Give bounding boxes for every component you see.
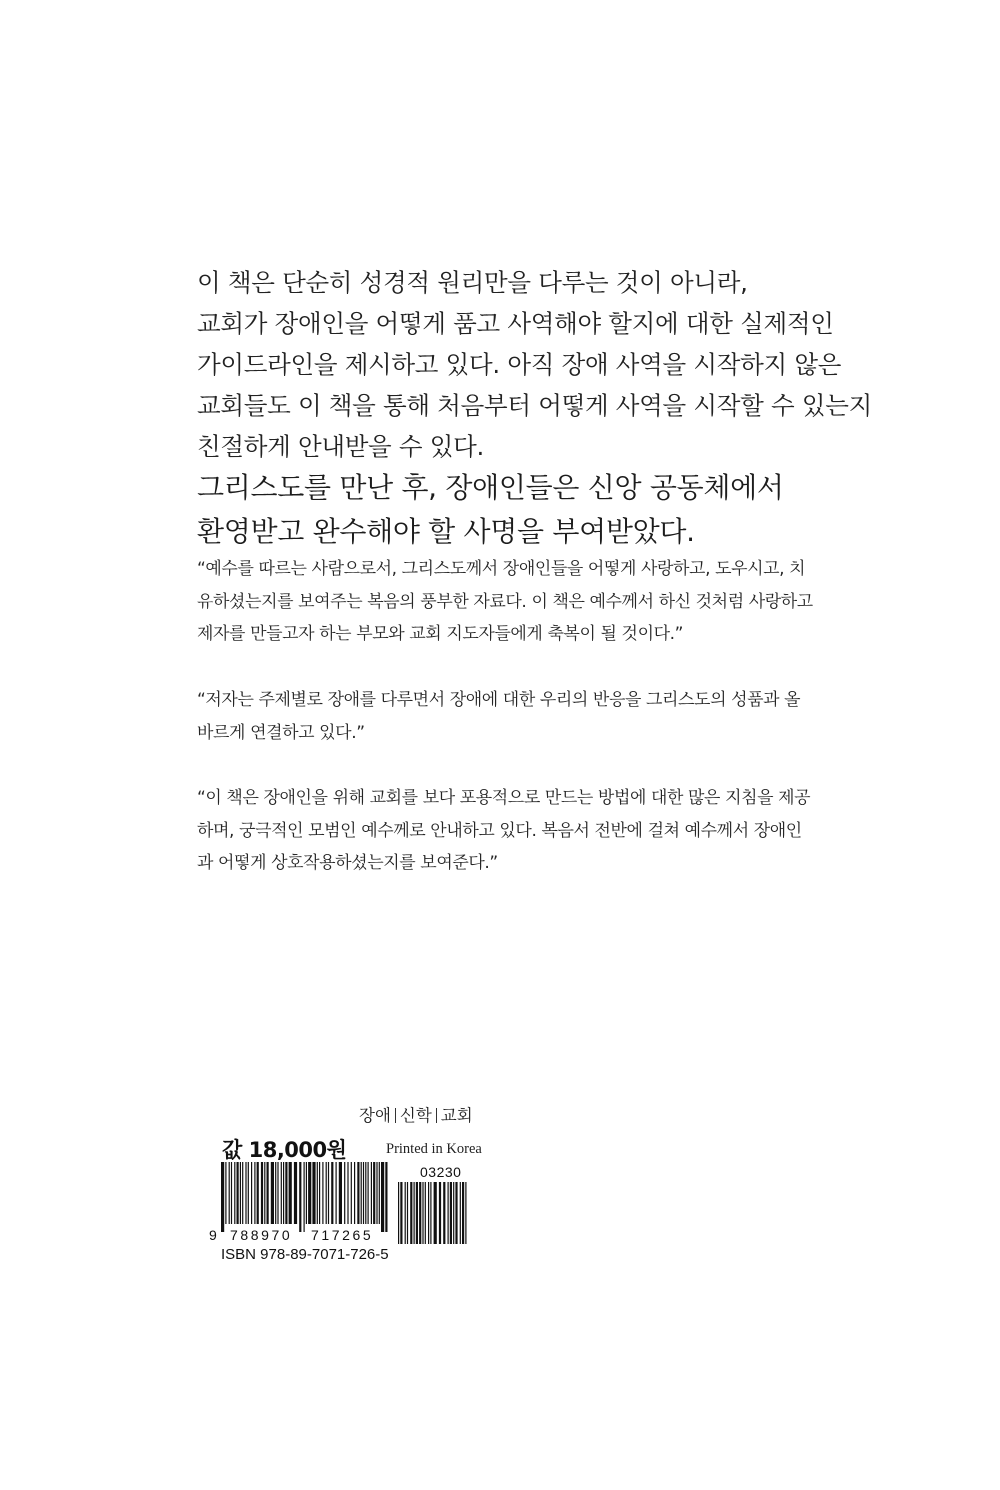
barcode-bar bbox=[257, 1162, 259, 1224]
barcode-bar bbox=[379, 1162, 380, 1224]
barcode-bar bbox=[371, 1162, 372, 1224]
intro-line: 친절하게 안내받을 수 있다. bbox=[197, 432, 484, 461]
price-label: 값 18,000원 bbox=[222, 1138, 347, 1162]
barcode-bar bbox=[448, 1182, 449, 1244]
barcode-bar bbox=[363, 1162, 364, 1224]
barcode-bar bbox=[328, 1162, 329, 1224]
barcode-bar bbox=[419, 1182, 421, 1244]
barcode-bar bbox=[275, 1162, 276, 1224]
endorsement-quote bbox=[197, 782, 817, 880]
endorsement-quote bbox=[197, 553, 817, 651]
barcode-bar bbox=[221, 1162, 224, 1232]
isbn-barcode bbox=[221, 1162, 388, 1232]
barcode-bar bbox=[299, 1162, 301, 1232]
barcode-bar bbox=[326, 1162, 327, 1224]
barcode-bar bbox=[434, 1182, 437, 1244]
quote-line: “저자는 주제별로 장애를 다루면서 장애에 대한 우리의 반응을 그리스도의 성품과 올 bbox=[197, 690, 801, 710]
quote-line: “예수를 따르는 사람으로서, 그리스도께서 장애인들을 어떻게 사랑하고, 도우시고, 치 bbox=[197, 559, 806, 579]
barcode-bar bbox=[306, 1162, 307, 1224]
barcode-bar bbox=[365, 1162, 366, 1224]
barcode-bar bbox=[453, 1182, 454, 1244]
barcode-bar bbox=[428, 1182, 429, 1244]
barcode-bar bbox=[368, 1162, 369, 1224]
barcode-bar bbox=[400, 1182, 402, 1244]
barcode-bar bbox=[308, 1162, 311, 1224]
category-list bbox=[359, 1102, 473, 1126]
barcode-bar bbox=[361, 1162, 362, 1224]
barcode-bar bbox=[439, 1182, 441, 1244]
barcode-bar bbox=[248, 1162, 249, 1224]
category-divider bbox=[395, 1108, 396, 1123]
barcode-bar bbox=[271, 1162, 274, 1224]
barcode-bar bbox=[443, 1182, 445, 1244]
quote-line: “이 책은 장애인을 위해 교회를 보다 포용적으로 만드는 방법에 대한 많은 지침을 제공 bbox=[197, 788, 811, 808]
barcode-bar bbox=[231, 1162, 232, 1224]
barcode-bar bbox=[245, 1162, 246, 1224]
barcode-bar bbox=[251, 1162, 252, 1224]
barcode-bar bbox=[225, 1162, 226, 1224]
addon-code: 03230 bbox=[420, 1164, 462, 1180]
barcode-bar bbox=[331, 1162, 333, 1224]
barcode-left-digits: 788970 bbox=[230, 1227, 293, 1243]
barcode-bar bbox=[319, 1162, 320, 1224]
intro-paragraph bbox=[197, 262, 872, 467]
barcode-bar bbox=[462, 1182, 464, 1244]
barcode-bar bbox=[407, 1182, 408, 1244]
barcode-bar bbox=[422, 1182, 423, 1244]
barcode-bar bbox=[354, 1162, 355, 1224]
barcode-bar bbox=[281, 1162, 282, 1224]
quote-line: 과 어떻게 상호작용하셨는지를 보여준다.” bbox=[197, 853, 498, 873]
headline-line: 환영받고 완수해야 할 사명을 부여받았다. bbox=[197, 515, 695, 548]
category-label: 교회 bbox=[440, 1106, 473, 1125]
barcode-bar bbox=[376, 1162, 377, 1224]
barcode-bar bbox=[267, 1162, 269, 1224]
barcode-bar bbox=[294, 1162, 297, 1224]
barcode-bar bbox=[234, 1162, 235, 1224]
category-label: 장애 bbox=[359, 1106, 391, 1125]
barcode-bar bbox=[339, 1162, 342, 1224]
barcode-bar bbox=[347, 1162, 348, 1224]
category-label: 신학 bbox=[399, 1106, 432, 1125]
barcode-bar bbox=[398, 1182, 399, 1244]
barcode-bar bbox=[385, 1162, 387, 1232]
barcode-bar bbox=[381, 1162, 384, 1232]
barcode-bar bbox=[430, 1182, 431, 1244]
barcode-bar bbox=[465, 1182, 466, 1244]
barcode-bar bbox=[357, 1162, 359, 1224]
barcode-bar bbox=[405, 1182, 406, 1244]
barcode-bar bbox=[285, 1162, 287, 1224]
barcode-bar bbox=[410, 1182, 412, 1244]
barcode-bar bbox=[460, 1182, 461, 1244]
quote-line: 제자를 만들고자 하는 부모와 교회 지도자들에게 축복이 될 것이다.” bbox=[197, 624, 684, 644]
endorsement-quote bbox=[197, 684, 817, 749]
barcode-bar bbox=[336, 1162, 337, 1224]
barcode-bar bbox=[289, 1162, 292, 1224]
category-divider bbox=[436, 1108, 437, 1123]
barcode-bar bbox=[242, 1162, 243, 1224]
barcode-bar bbox=[373, 1162, 375, 1224]
quote-line: 유하셨는지를 보여주는 복음의 풍부한 자료다. 이 책은 예수께서 하신 것처럼 사랑하고 bbox=[197, 591, 813, 612]
barcode-bar bbox=[312, 1162, 315, 1224]
barcode-bar bbox=[240, 1162, 241, 1224]
intro-line: 교회가 장애인을 어떻게 품고 사역해야 할지에 대한 실제적인 bbox=[197, 309, 834, 338]
barcode-bar bbox=[414, 1182, 415, 1244]
barcode-right-digits: 717265 bbox=[311, 1227, 374, 1243]
quote-line: 바르게 연결하고 있다.” bbox=[197, 722, 365, 743]
barcode-bar bbox=[237, 1162, 239, 1224]
barcode-bar bbox=[264, 1162, 265, 1224]
quote-line: 하며, 궁극적인 모범인 예수께로 안내하고 있다. 복음서 전반에 걸쳐 예수께서 장애인 bbox=[197, 820, 802, 841]
barcode-bar bbox=[277, 1162, 278, 1224]
barcode-first-digit: 9 bbox=[209, 1227, 217, 1243]
addon-barcode bbox=[398, 1182, 468, 1244]
intro-line: 교회들도 이 책을 통해 처음부터 어떻게 사역을 시작할 수 있는지 bbox=[197, 391, 872, 420]
barcode-bar bbox=[351, 1162, 352, 1224]
headline-line: 그리스도를 만난 후, 장애인들은 신앙 공동체에서 bbox=[197, 471, 784, 504]
barcode-bar bbox=[261, 1162, 263, 1224]
barcode-bar bbox=[416, 1182, 418, 1244]
barcode-bar bbox=[229, 1162, 230, 1224]
isbn-number: ISBN 978-89-7071-726-5 bbox=[221, 1246, 389, 1263]
barcode-bar bbox=[344, 1162, 345, 1224]
barcode-bar bbox=[455, 1182, 457, 1244]
barcode-bar bbox=[283, 1162, 284, 1224]
intro-line: 이 책은 단순히 성경적 원리만을 다루는 것이 아니라, bbox=[197, 268, 748, 297]
barcode-bar bbox=[304, 1162, 305, 1232]
headline bbox=[197, 466, 837, 554]
printed-in-label: Printed in Korea bbox=[386, 1141, 482, 1157]
barcode-bar bbox=[450, 1182, 452, 1244]
intro-line: 가이드라인을 제시하고 있다. 아직 장애 사역을 시작하지 않은 bbox=[197, 350, 842, 379]
barcode-bar bbox=[317, 1162, 318, 1224]
barcode-bar bbox=[425, 1182, 426, 1244]
barcode-bar bbox=[254, 1162, 255, 1224]
barcode-bar bbox=[322, 1162, 323, 1224]
